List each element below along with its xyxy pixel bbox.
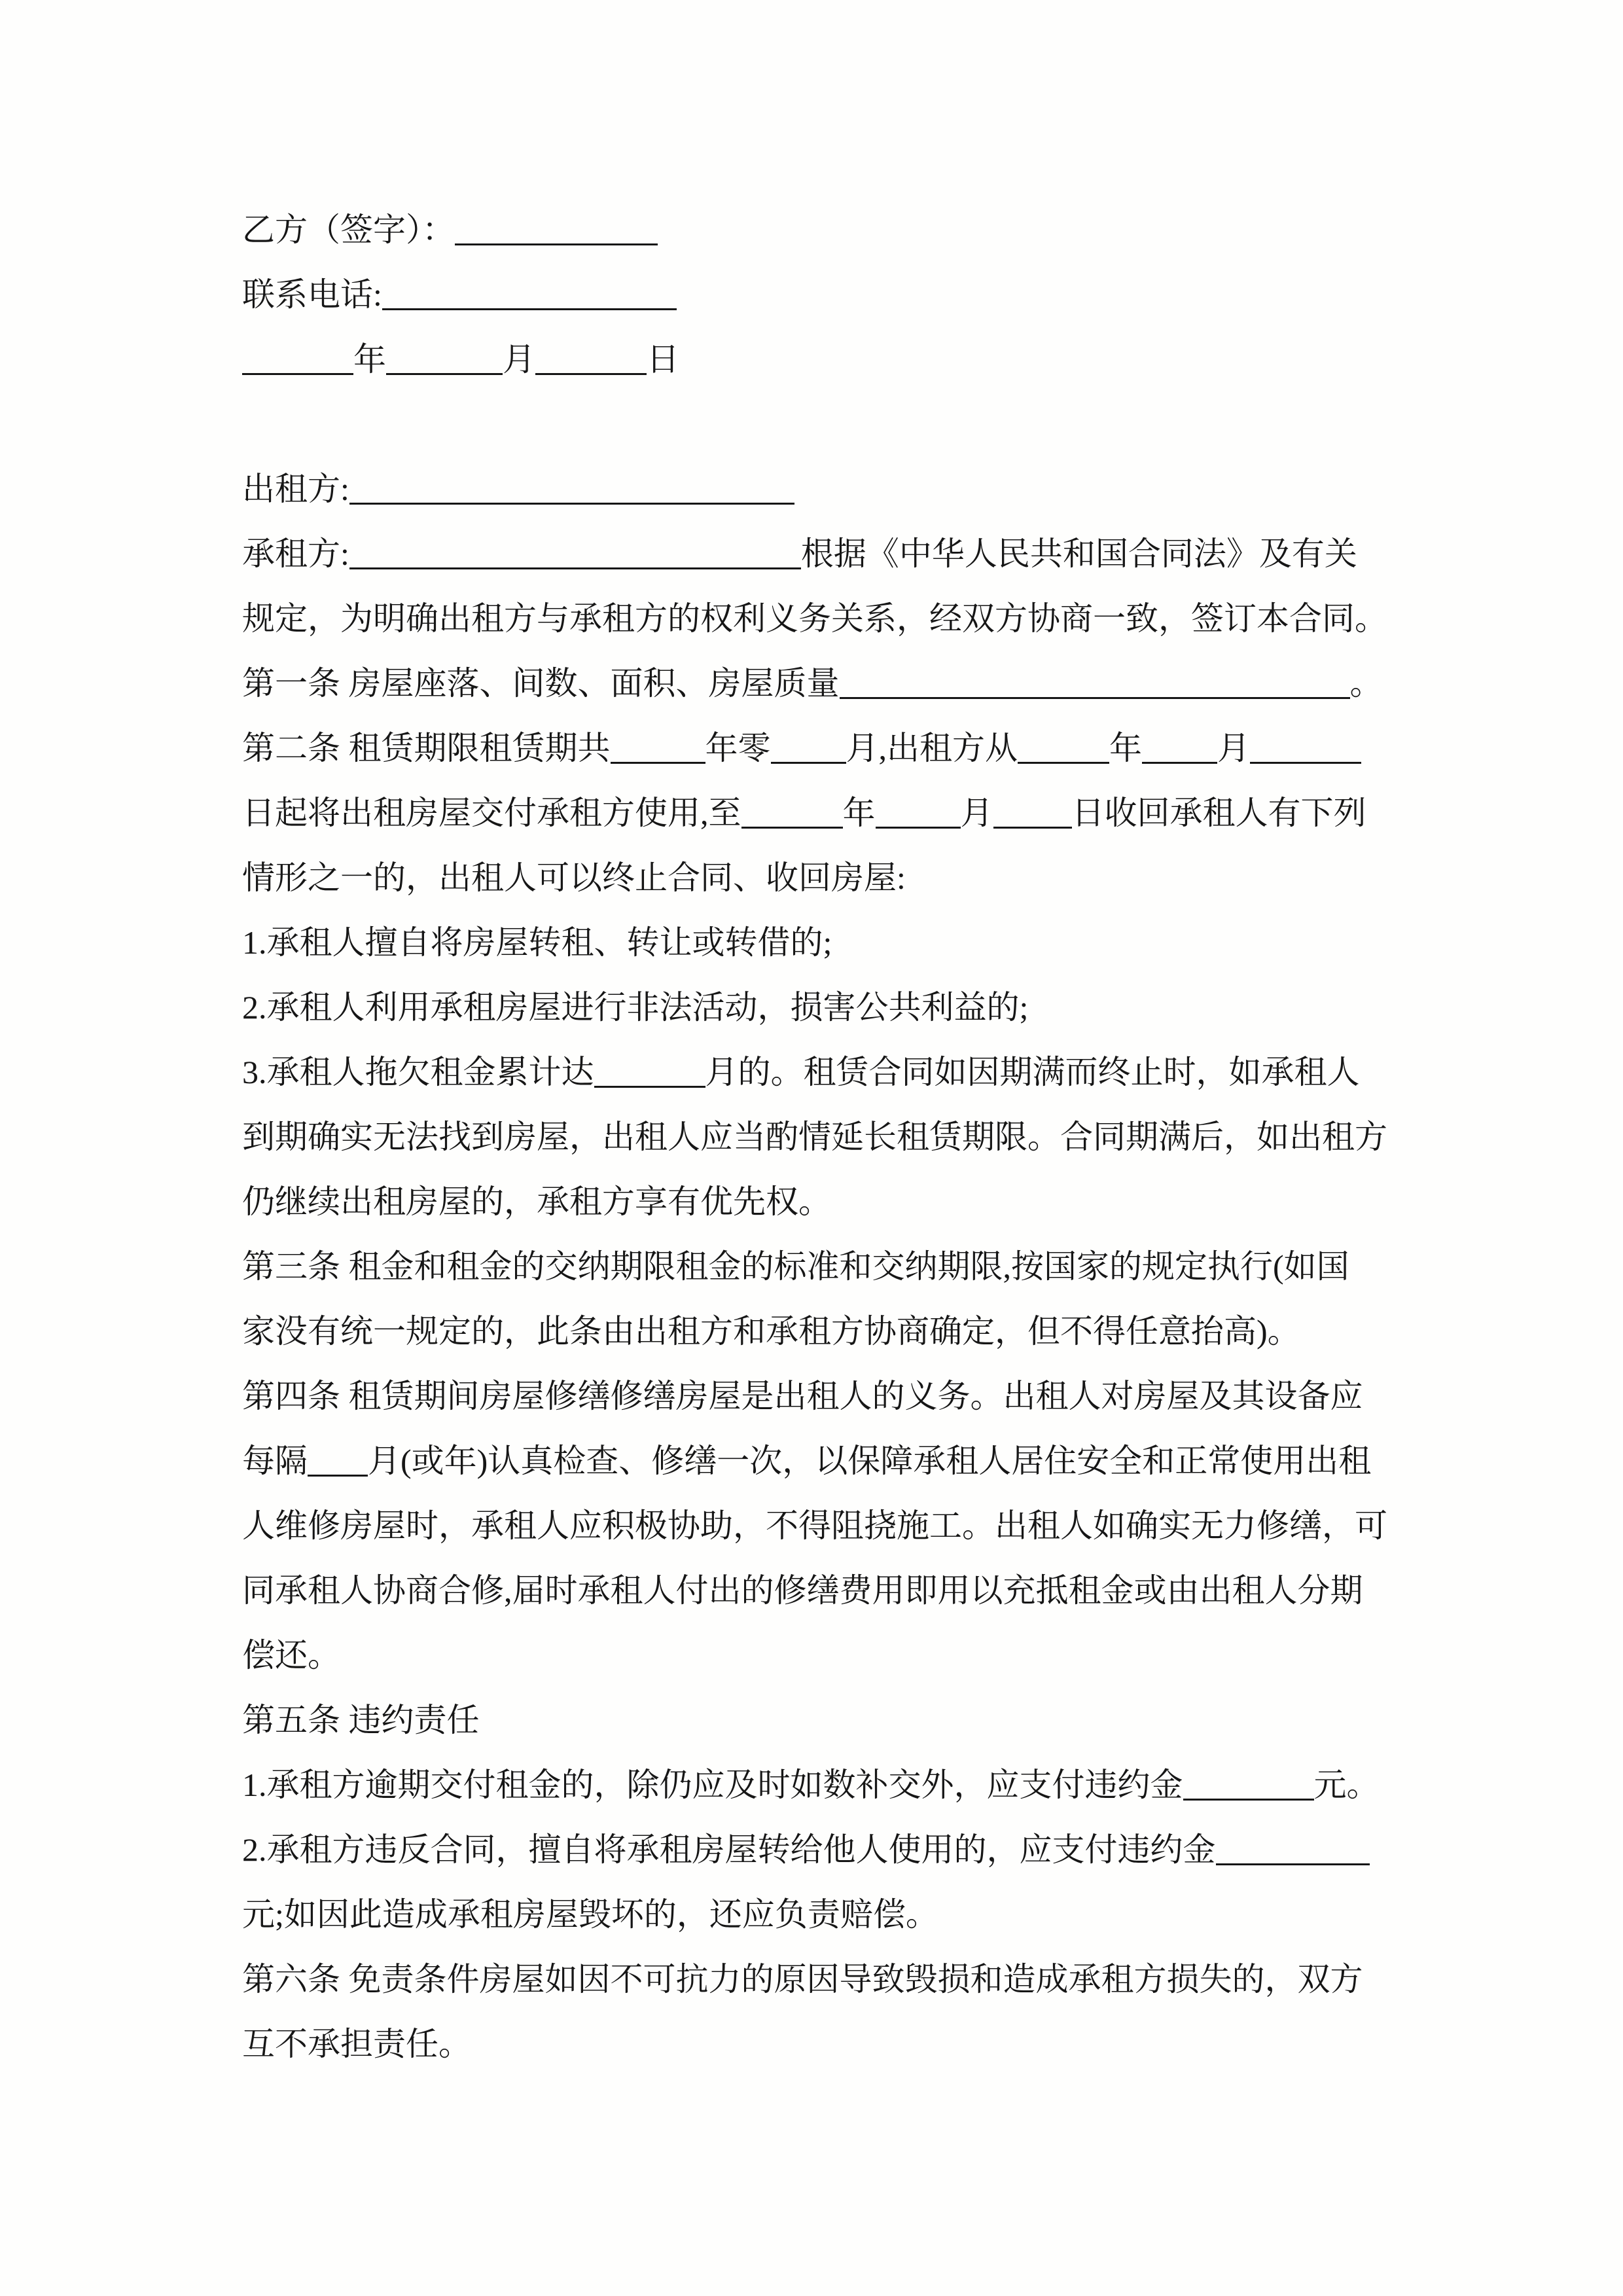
text-run: 同承租人协商合修,届时承租人付出的修缮费用即用以充抵租金或由出租人分期: [242, 1572, 1363, 1609]
termination-item-3-line-1: [242, 1040, 1404, 1105]
text-run: 2.承租方违反合同，擅自将承租房屋转给他人使用的，应支付违约金: [242, 1831, 1216, 1868]
text-run: 。: [1349, 665, 1383, 702]
text-run: 仍继续出租房屋的，承租方享有优先权。: [242, 1183, 831, 1220]
blank-underline: [1018, 729, 1109, 764]
text-run: 根据《中华人民共和国合同法》及有关: [800, 535, 1357, 572]
text-run: 日收回承租人有下列: [1071, 795, 1366, 831]
article-3-line-2: [242, 1299, 1404, 1364]
text-run: 月: [1217, 730, 1250, 766]
article-4-line-1: [242, 1364, 1404, 1429]
date-line: [242, 327, 1404, 392]
blank-underline: [308, 1442, 368, 1477]
text-run: 元。: [1313, 1767, 1380, 1803]
text-run: 第五条 违约责任: [242, 1702, 480, 1738]
text-run: 第三条 租金和租金的交纳期限租金的标准和交纳期限,按国家的规定执行(如国: [242, 1248, 1349, 1285]
blank-underline: [1250, 729, 1361, 764]
blank-underline: [349, 535, 801, 569]
text-run: 家没有统一规定的，此条由出租方和承租方协商确定，但不得任意抬高)。: [242, 1313, 1300, 1350]
contact-phone-line: [242, 262, 1404, 327]
blank-underline: [611, 729, 705, 764]
blank-underline: [1216, 1831, 1370, 1865]
lessor-line: [242, 457, 1404, 522]
blank-underline: [594, 1053, 705, 1088]
article-5-item-2-line-1: [242, 1818, 1404, 1882]
article-2-line-3: [242, 846, 1404, 910]
text-run: 年: [842, 795, 876, 831]
article-4-line-5: [242, 1623, 1404, 1688]
text-run: 元;如因此造成承租房屋毁坏的，还应负责赔偿。: [242, 1896, 938, 1933]
text-run: 互不承担责任。: [242, 2026, 471, 2062]
text-run: 规定，为明确出租方与承租方的权利义务关系，经双方协商一致，签订本合同。: [242, 600, 1387, 637]
termination-item-1: [242, 910, 1404, 975]
blank-underline: [455, 211, 658, 245]
article-4-line-2: [242, 1429, 1404, 1494]
text-run: 年零: [705, 730, 771, 766]
blank-underline: [771, 729, 846, 764]
article-4-line-4: [242, 1558, 1404, 1623]
text-run: 月(或年)认真检查、修缮一次，以保障承租人居住安全和正常使用出租: [368, 1443, 1372, 1479]
text-run: 人维修房屋时，承租人应积极协助，不得阻挠施工。出租人如确实无力修缮，可: [242, 1507, 1387, 1544]
text-run: 2.承租人利用承租房屋进行非法活动，损害公共利益的;: [242, 989, 1029, 1026]
blank-underline: [386, 340, 503, 375]
text-run: 月: [503, 341, 535, 378]
text-run: 承租方:: [242, 535, 349, 572]
article-2-line-1: [242, 716, 1404, 781]
blank-underline: [876, 794, 961, 829]
blank-underline: [741, 794, 843, 829]
termination-item-3-line-3: [242, 1170, 1404, 1234]
lessee-line: [242, 522, 1404, 586]
blank-underline: [840, 664, 1350, 699]
text-run: 月: [960, 795, 993, 831]
blank-underline: [1183, 1766, 1314, 1801]
preamble-line: [242, 586, 1404, 651]
text-run: 到期确实无法找到房屋，出租人应当酌情延长租赁期限。合同期满后，如出租方: [242, 1119, 1387, 1155]
blank-underline: [382, 276, 677, 310]
text-run: 联系电话:: [242, 276, 382, 313]
article-4-line-3: [242, 1494, 1404, 1558]
termination-item-2: [242, 975, 1404, 1040]
text-run: 每隔: [242, 1443, 308, 1479]
blank-underline: [535, 340, 647, 375]
blank-underline: [1142, 729, 1217, 764]
article-6-line-1: [242, 1947, 1404, 2012]
text-run: 3.承租人拖欠租金累计达: [242, 1054, 594, 1090]
article-1-line: [242, 651, 1404, 716]
text-run: 第一条 房屋座落、间数、面积、房屋质量: [242, 665, 840, 702]
text-run: 出租方:: [242, 471, 349, 507]
text-run: 月的。租赁合同如因期满而终止时，如承租人: [705, 1054, 1360, 1090]
article-5-item-1: [242, 1753, 1404, 1818]
text-run: 情形之一的，出租人可以终止合同、收回房屋:: [242, 859, 906, 896]
article-5-title-line: [242, 1688, 1404, 1753]
text-run: 第六条 免责条件房屋如因不可抗力的原因导致毁损和造成承租方损失的，双方: [242, 1961, 1363, 1998]
article-6-line-2: [242, 2012, 1404, 2077]
text-run: 日起将出租房屋交付承租方使用,至: [242, 795, 741, 831]
article-5-item-2-line-2: [242, 1882, 1404, 1947]
termination-item-3-line-2: [242, 1105, 1404, 1170]
spacer-line: [242, 392, 1404, 457]
text-run: 年: [1109, 730, 1142, 766]
article-2-line-2: [242, 781, 1404, 846]
text-run: 第四条 租赁期间房屋修缮修缮房屋是出租人的义务。出租人对房屋及其设备应: [242, 1378, 1363, 1414]
text-run: 日: [647, 341, 679, 378]
article-3-line-1: [242, 1234, 1404, 1299]
party-b-signature-line: [242, 198, 1404, 262]
contract-text-block: [242, 198, 1404, 2077]
blank-underline: [993, 794, 1072, 829]
blank-underline: [349, 470, 794, 505]
text-run: 年: [353, 341, 386, 378]
text-run: 1.承租方逾期交付租金的，除仍应及时如数补交外，应支付违约金: [242, 1767, 1183, 1803]
text-run: 第二条 租赁期限租赁期共: [242, 730, 611, 766]
text-run: 偿还。: [242, 1637, 340, 1674]
text-run: 1.承租人擅自将房屋转租、转让或转借的;: [242, 924, 832, 961]
blank-underline: [242, 340, 353, 375]
text-run: 月,出租方从: [846, 730, 1018, 766]
text-run: 乙方（签字）：: [242, 211, 455, 248]
